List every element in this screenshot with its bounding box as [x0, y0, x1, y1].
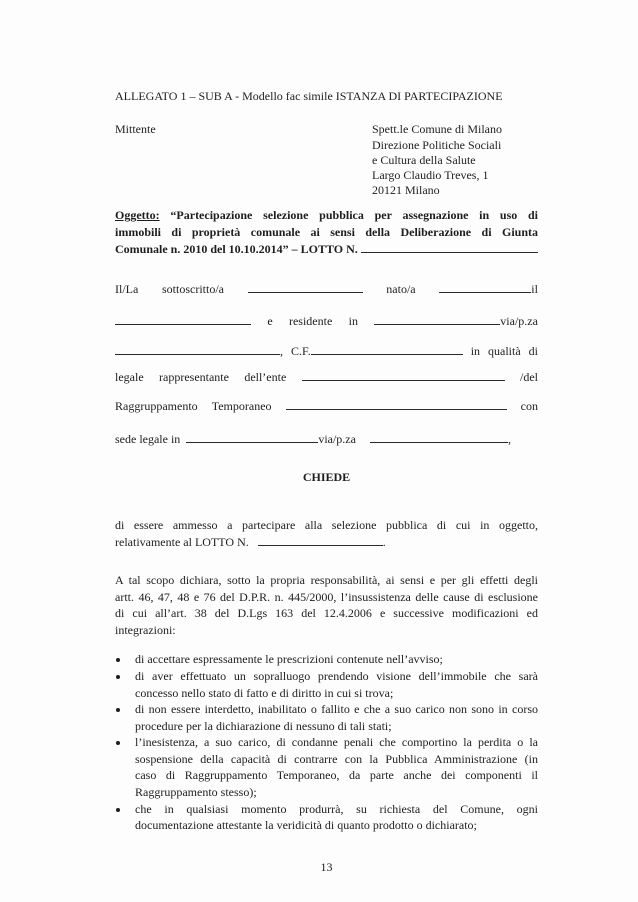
form-label: via/p.za	[318, 432, 356, 446]
form-label: nato/a	[386, 282, 416, 296]
entity-blank	[302, 369, 505, 381]
lot-number-blank	[258, 534, 383, 546]
recipient-line: e Cultura della Salute	[372, 153, 476, 167]
lot-number-blank	[361, 241, 538, 253]
form-label: /del	[519, 370, 538, 384]
form-label: qualità	[488, 344, 521, 358]
form-label: ,	[280, 344, 283, 358]
paragraph-line: artt. 46, 47, 48 e 76 del D.P.R. n. 445/2000, l’insussistenza delle cause di esclusione	[115, 590, 538, 604]
list-item-line: l’inesistenza, a suo carico, di condanne penali che comportino la perdita o la	[135, 735, 538, 749]
request-heading: CHIEDE	[302, 470, 351, 484]
residence-group	[374, 313, 538, 329]
list-item-line: procedure per la dichiarazione di nessuno di tali stati;	[135, 719, 392, 733]
subject-text: “Partecipazione selezione pubblica per assegnazione in uso di	[170, 208, 539, 222]
birthplace-group	[439, 281, 538, 297]
form-label: Raggruppamento	[115, 399, 198, 413]
recipient-line: 20121 Milano	[372, 183, 440, 197]
grouping-blank	[286, 398, 507, 410]
form-label: ,	[507, 432, 511, 446]
bullet-icon	[116, 708, 120, 712]
list-item-line: Raggruppamento stesso);	[135, 785, 257, 799]
form-label: residente	[288, 314, 333, 328]
form-label: con	[520, 399, 538, 413]
subject-line	[115, 207, 538, 223]
form-label: C.F.	[290, 344, 311, 358]
paragraph-line: di essere ammesso a partecipare alla selezione pubblica di cui in oggetto,	[115, 518, 538, 532]
list-item-line: di aver effettuato un sopralluogo prendendo visione dell’immobile che sarà	[135, 669, 538, 683]
bullet-icon	[116, 741, 120, 745]
birthdate-blank	[115, 313, 251, 325]
form-row	[115, 398, 538, 414]
form-label: Il/La	[115, 282, 139, 296]
list-item-line: di non essere interdetto, inabilitato o fallito e che a suo carico non sono in corso	[135, 702, 538, 716]
bullet-icon	[116, 658, 120, 662]
recipient-line: Spett.le Comune di Milano	[372, 122, 502, 136]
tax-code-blank	[311, 343, 463, 355]
tax-code-group	[291, 343, 463, 359]
subject-label: Oggetto:	[115, 208, 160, 222]
form-row	[115, 281, 538, 297]
form-label: via/p.za	[500, 314, 538, 328]
legal-seat-blank	[186, 431, 318, 443]
form-label: e	[267, 314, 273, 328]
bullet-icon	[116, 808, 120, 812]
birthplace-blank	[439, 281, 531, 293]
paragraph-line: integrazioni:	[115, 623, 176, 637]
list-item-line: documentazione attestante la veridicità di quanto prodotto o dichiarato;	[135, 818, 477, 832]
form-row	[115, 343, 538, 359]
name-blank	[248, 281, 363, 293]
document-title: ALLEGATO 1 – SUB A - Modello fac simile ISTANZA DI PARTECIPAZIONE	[115, 89, 503, 103]
residence-blank	[374, 313, 500, 325]
form-row	[115, 313, 538, 329]
page-number: 13	[320, 860, 333, 874]
paragraph-line: A tal scopo dichiara, sotto la propria responsabilità, ai sensi e per gli effetti degli	[115, 573, 538, 587]
paragraph-line	[115, 534, 538, 550]
legal-street-blank	[370, 431, 508, 443]
recipient-line: Direzione Politiche Sociali	[372, 138, 502, 152]
paragraph-text: .	[382, 535, 386, 549]
sender-label: Mittente	[115, 122, 156, 136]
paragraph-line: di cui all’art. 38 del D.Lgs 163 del 12.4.2006 e successive modificazioni ed	[115, 606, 538, 620]
form-label: in	[470, 344, 481, 358]
street-blank	[115, 343, 280, 355]
form-row	[115, 369, 538, 385]
list-item-line: caso di Raggruppamento Temporaneo, da parte anche dei componenti il	[135, 768, 538, 782]
form-label: Temporaneo	[211, 399, 272, 413]
list-item-line: concesso nello stato di fatto e di diritto in cui si trova;	[135, 686, 394, 700]
list-item-line: che in qualsiasi momento produrrà, su richiesta del Comune, ogni	[135, 802, 538, 816]
form-label: in	[348, 314, 358, 328]
recipient-line: Largo Claudio Treves, 1	[372, 168, 489, 182]
form-label: sottoscritto/a	[161, 282, 224, 296]
subject-line: immobili di proprietà comunale ai sensi della Deliberazione di Giunta	[115, 225, 538, 239]
list-item-line: di accettare espressamente le prescrizioni contenute nell’avviso;	[135, 652, 443, 666]
subject-text: Comunale n. 2010 del 10.10.2014” – LOTTO N.	[115, 242, 358, 256]
list-item-line: sospensione della capacità di contrarre con la Pubblica Amministrazione (in	[135, 752, 538, 766]
street-group	[115, 343, 283, 359]
form-label: dell’ente	[244, 370, 287, 384]
form-label: legale	[115, 370, 144, 384]
paragraph-text: relativamente al LOTTO N.	[115, 535, 249, 549]
form-label: di	[528, 344, 538, 358]
form-row	[115, 431, 538, 447]
form-label: il	[531, 282, 538, 296]
form-label: rappresentante	[159, 370, 229, 384]
bullet-icon	[116, 675, 120, 679]
subject-line	[115, 241, 538, 257]
form-label: sede legale in	[115, 432, 181, 446]
